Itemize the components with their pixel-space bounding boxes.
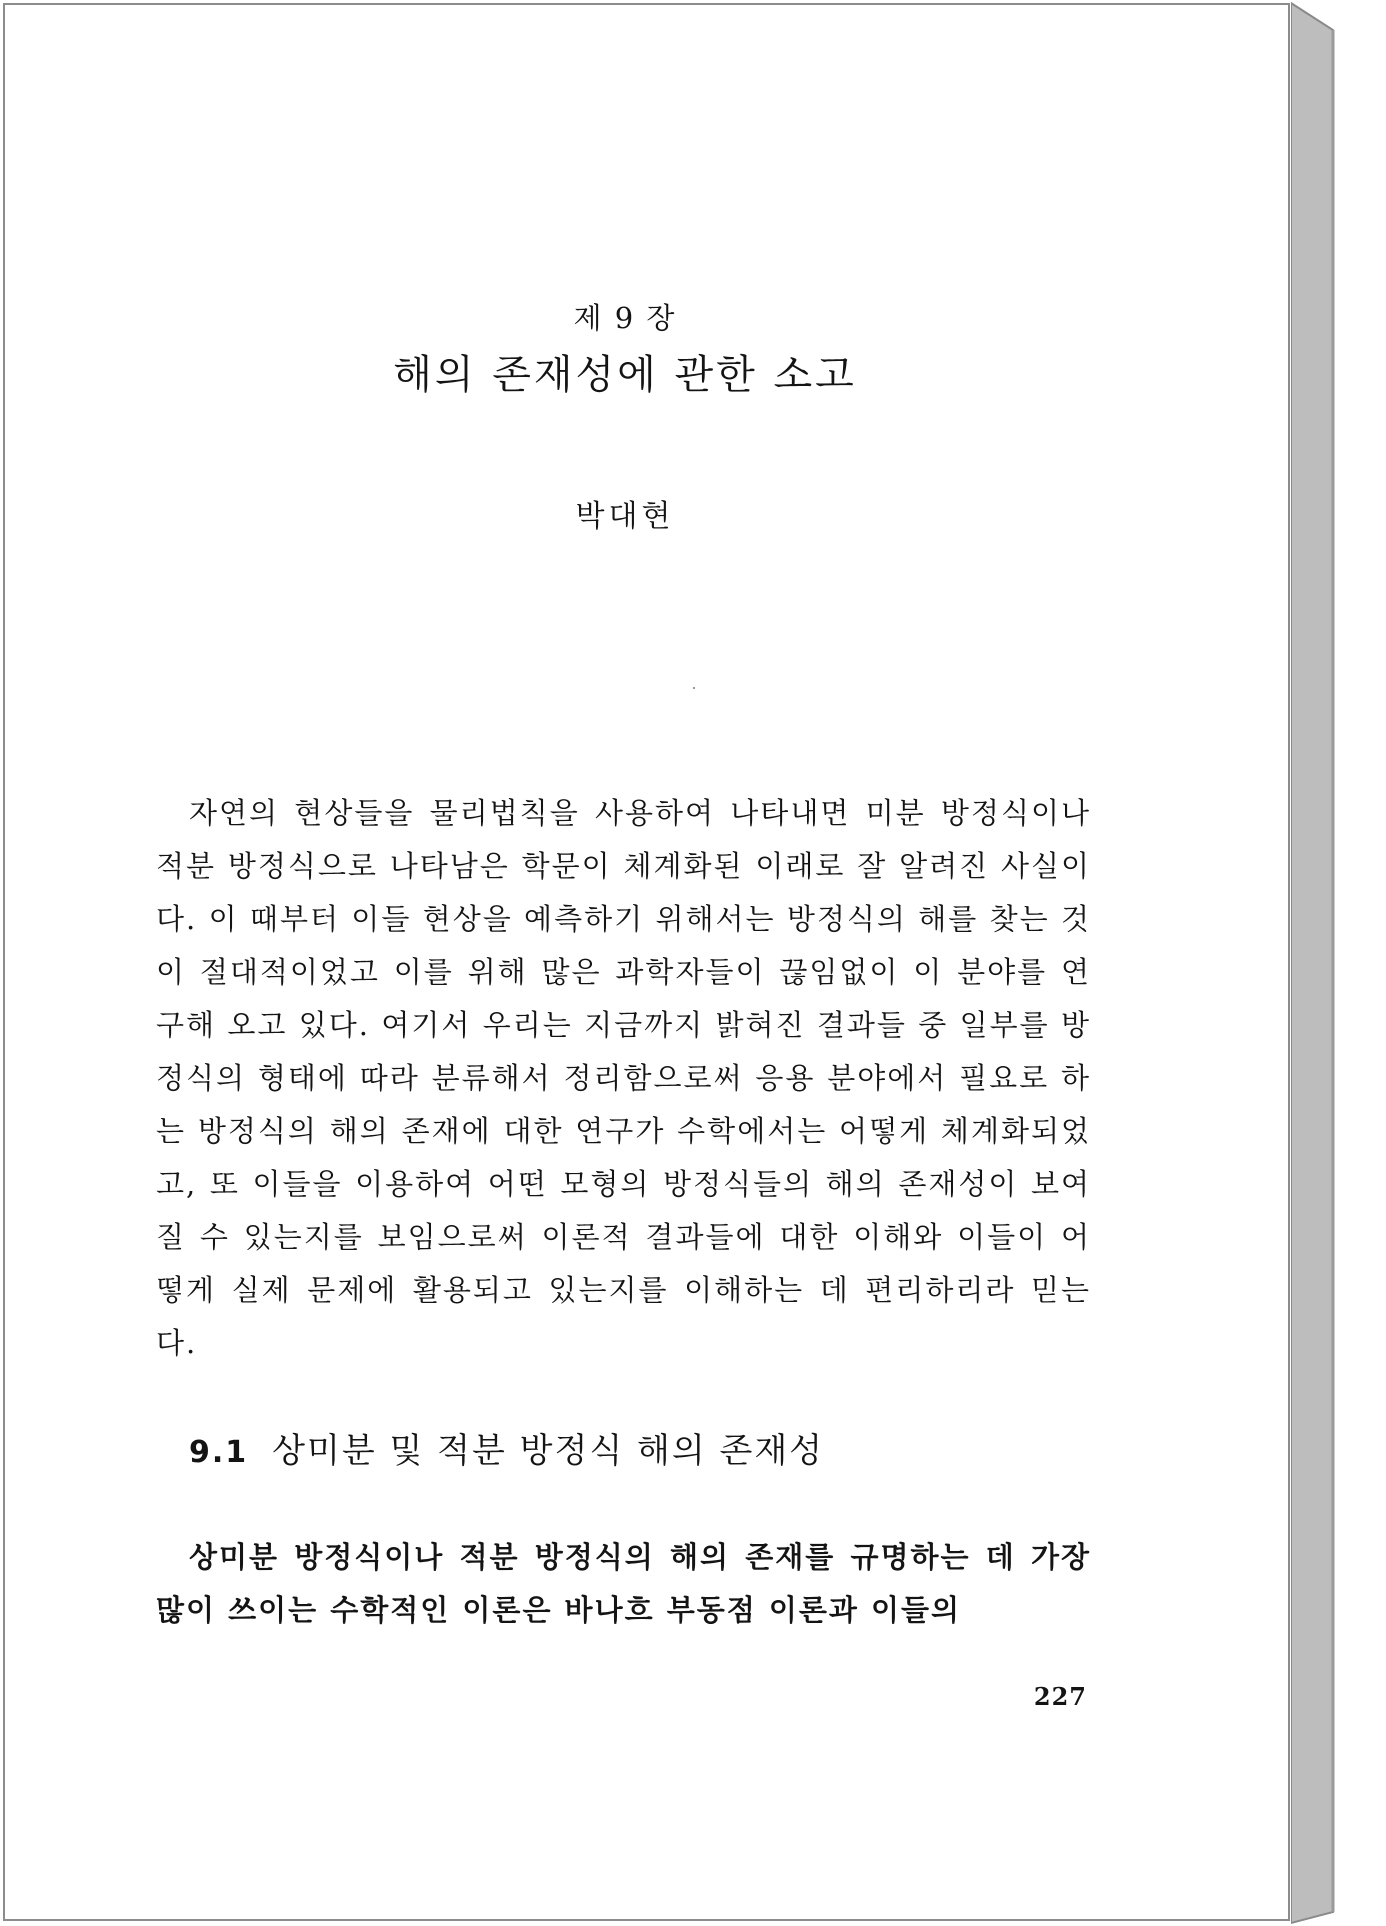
page-number: 227	[1033, 1682, 1087, 1711]
section-number: 9.1	[189, 1435, 249, 1470]
author-name: 박대현	[575, 499, 675, 534]
book-page	[3, 3, 1290, 1921]
section-title: 상미분 및 적분 방정식 해의 존재성	[272, 1431, 825, 1471]
section-heading	[189, 1423, 824, 1472]
chapter-title: 해의 존재성에 관한 소고	[393, 352, 857, 398]
book-spine-edge	[1291, 0, 1351, 1926]
stray-dot-mark	[693, 687, 695, 689]
page-content	[5, 5, 1292, 1923]
intro-paragraph: 자연의 현상들을 물리법칙을 사용하여 나타내면 미분 방정식이나 적분 방정식으로 나타남은 학문이 체계화된 이래로 잘 알려진 사실이다. 이 때부터 이들 현상을 예측하기 위해서는 방정식의 해를 찾는 것이 절대적이었고 이를 위해 많은 과학자들이 끊임없이 이 분야를 연구해 오고 있다. 여기서 우리는 지금까지 밝혀진 결과들 중 일부를 방정식의 형태에 따라 분류해서 정리함으로써 응용 분야에서 필요로 하는 방정식의 해의 존재에 대한 연구가 수학에서는 어떻게 체계화되었고, 또 이들을 이용하여 어떤 모형의 방정식들의 해의 존재성이 보여질 수 있는지를 보임으로써 이론적 결과들에 대한 이해와 이들이 어떻게 실제 문제에 활용되고 있는지를 이해하는 데 편리하리라 믿는다.	[156, 796, 1091, 1360]
section-body-paragraph: 상미분 방정식이나 적분 방정식의 해의 존재를 규명하는 데 가장 많이 쓰이는 수학적인 이론은 바나흐 부동점 이론과 이들의	[156, 1540, 1091, 1627]
chapter-label: 제 9 장	[573, 301, 677, 335]
